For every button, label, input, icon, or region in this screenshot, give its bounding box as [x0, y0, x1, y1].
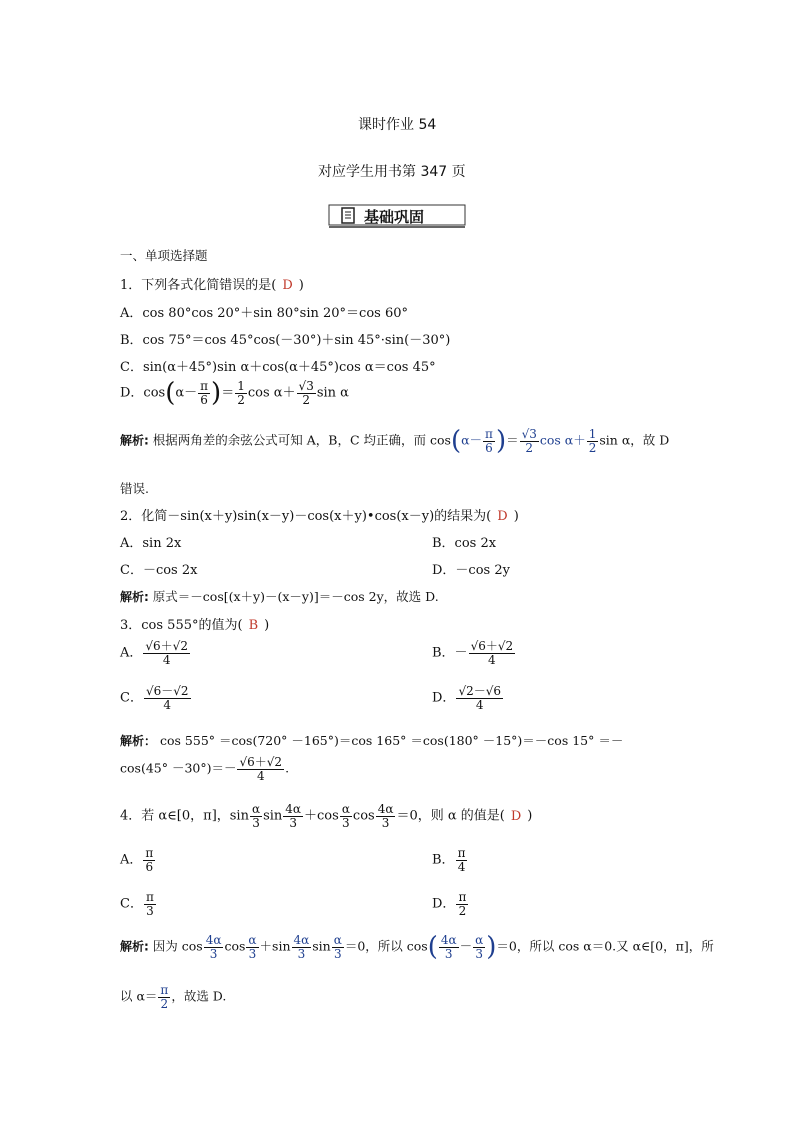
numerator: π [485, 427, 493, 441]
numerator: π [458, 890, 467, 904]
q2-option-d: D．－cos 2y [432, 563, 510, 578]
fraction [283, 803, 303, 829]
denominator: 4 [256, 768, 265, 783]
q1-answer: D [282, 278, 293, 293]
q4-option-b [432, 847, 468, 873]
q4-sol-mid: ＝0，所以 cos [344, 938, 428, 954]
q4-close: ) [527, 808, 533, 824]
denominator: 3 [297, 946, 306, 961]
fraction [246, 934, 258, 960]
q2-stem-text: 2．化简－sin(x＋y)sin(x－y)－cos(x＋y)•cos(x－y)的结果为( [120, 509, 492, 524]
paren-open: ( [450, 426, 462, 457]
q3-sol-end: . [285, 760, 290, 776]
solution-label: 解析: [120, 590, 149, 604]
numerator: π [160, 983, 169, 997]
q4-sol-sin: sin [312, 938, 331, 954]
q1-option-a: A．cos 80°cos 20°＋sin 80°sin 20°＝cos 60° [120, 306, 408, 321]
numerator: π [200, 379, 209, 393]
q1-sol-eq: ＝ [506, 432, 519, 448]
q1-d-a: α－ [175, 385, 198, 401]
paren-open: ( [165, 378, 176, 409]
paren-close: ) [495, 426, 507, 457]
denominator: 3 [333, 946, 342, 961]
paren-open: ( [427, 932, 438, 963]
q4-cos: cos [352, 808, 375, 824]
numerator: 1 [237, 379, 245, 393]
option-label: D． [432, 690, 456, 706]
denominator: 6 [145, 859, 154, 874]
numerator: 4α [440, 933, 457, 947]
numerator: √2－√6 [458, 684, 502, 698]
q2-option-a: A．sin 2x [120, 536, 182, 551]
q3-close: ) [264, 618, 270, 633]
denominator: 4 [488, 652, 496, 667]
section-title: 一、单项选择题 [120, 248, 208, 263]
numerator: 1 [588, 427, 597, 441]
numerator: √6－√2 [145, 684, 189, 698]
numerator: √3 [298, 379, 314, 393]
q1-option-c: C．sin(α＋45°)sin α＋cos(α＋45°)cos α＝cos 45° [120, 360, 436, 375]
denominator: 3 [342, 815, 350, 830]
q4-eq: ＝0，则 α 的值是( [396, 808, 505, 824]
q4-plus-cos: ＋cos [304, 808, 339, 824]
fraction [520, 428, 539, 454]
q2-option-c: C．－cos 2x [120, 563, 198, 578]
banner-label: 基础巩固 [364, 208, 425, 226]
q3-stem-text: 3．cos 555°的值为( [120, 618, 243, 633]
paren-close: ) [486, 932, 497, 963]
question-3-stem [120, 614, 269, 633]
q4-option-d [432, 891, 469, 917]
fraction [158, 984, 170, 1010]
q4-sol-post: ＝0，所以 cos α＝0.又 α∈[0，π]，所 [496, 938, 714, 954]
numerator: α [333, 933, 342, 947]
fraction [483, 428, 495, 454]
q1-d-sin: sin α [316, 385, 349, 401]
question-4-stem [120, 803, 532, 829]
q2-option-b: B．cos 2x [432, 536, 497, 551]
option-label: B．－ [432, 645, 468, 661]
q3-solution [120, 731, 623, 749]
q4-sol-sin: sin [272, 938, 291, 954]
denominator: 2 [588, 440, 597, 455]
numerator: 4α [205, 933, 222, 947]
numerator: √3 [521, 427, 537, 441]
denominator: 3 [444, 946, 453, 961]
numerator: α [251, 802, 261, 816]
q4-sol-minus: － [459, 938, 473, 954]
option-label: C． [120, 690, 143, 706]
numerator: α [341, 802, 350, 816]
q3-solution-cont [120, 756, 289, 782]
fraction [198, 380, 210, 406]
fraction [144, 891, 156, 917]
fraction [340, 803, 352, 829]
denominator: 2 [237, 392, 245, 407]
q2-sol-text: 原式＝－cos[(x＋y)－(x－y)]＝－cos 2y，故选 D. [152, 589, 439, 604]
q4-option-a [120, 847, 156, 873]
fraction [292, 934, 312, 960]
numerator: √6＋√2 [239, 755, 283, 769]
q1-sol-text2: cos α＋ [539, 432, 586, 448]
denominator: 6 [200, 392, 208, 407]
fraction [473, 934, 485, 960]
numerator: π [145, 890, 154, 904]
fraction [332, 934, 344, 960]
q4-sol-pre: 因为 cos [152, 938, 203, 954]
q1-option-d [120, 378, 349, 409]
denominator: 3 [475, 946, 484, 961]
denominator: 2 [160, 996, 169, 1011]
q3-option-b [432, 640, 516, 666]
q1-close: ) [298, 278, 304, 293]
fraction [237, 756, 284, 782]
denominator: 4 [475, 697, 484, 712]
numerator: √6＋√2 [145, 639, 188, 653]
paren-close: ) [211, 378, 222, 409]
q4-sin: sin [263, 808, 283, 824]
denominator: 3 [146, 903, 154, 918]
numerator: π [457, 846, 466, 860]
option-label: A． [120, 852, 143, 868]
numerator: 4α [377, 802, 394, 816]
q1-solution [120, 426, 670, 457]
fraction [456, 847, 468, 873]
q2-close: ) [513, 509, 519, 524]
option-label: C． [120, 896, 143, 912]
option-label: A． [120, 645, 143, 661]
denominator: 3 [252, 815, 260, 830]
fraction [456, 891, 468, 917]
q1-d-eq: ＝ [221, 385, 235, 401]
q4-solution-cont [120, 984, 226, 1010]
q1-sol-text3: sin α，故 D [599, 432, 670, 448]
fraction [297, 380, 316, 406]
denominator: 4 [162, 652, 171, 667]
fraction [250, 803, 262, 829]
solution-label: 解析: [120, 433, 149, 448]
numerator: α [248, 933, 257, 947]
fraction [469, 640, 516, 666]
q2-answer: D [497, 509, 508, 524]
fraction [439, 934, 459, 960]
q1-sol-a: α－ [461, 432, 483, 448]
q1-stem-text: 1．下列各式化简错误的是( [120, 278, 277, 293]
denominator: 3 [209, 946, 218, 961]
q4-sol-line2-post: ，故选 D. [171, 988, 227, 1004]
denominator: 6 [485, 440, 493, 455]
denominator: 3 [381, 815, 390, 830]
fraction [235, 380, 247, 406]
q4-sol-cos: cos [224, 938, 246, 954]
option-label: D． [432, 896, 456, 912]
denominator: 4 [163, 697, 172, 712]
numerator: 4α [285, 802, 302, 816]
numerator: √6＋√2 [470, 639, 514, 653]
denominator: 3 [248, 946, 257, 961]
q3-option-a [120, 640, 191, 666]
denominator: 2 [302, 392, 310, 407]
q3-answer: B [248, 618, 259, 633]
numerator: π [145, 846, 154, 860]
denominator: 2 [458, 903, 467, 918]
q3-sol-line1: cos 555° ＝cos(720° －165°)＝cos 165° ＝cos(180° －15°)＝－cos 15° ＝－ [160, 733, 624, 748]
q1-option-b: B．cos 75°＝cos 45°cos(－30°)＋sin 45°·sin(－30°) [120, 333, 451, 348]
q4-answer: D [510, 808, 522, 824]
q4-solution: 解析: 因为 cos $\frac{4\alpha}{3}$ cos $\frac{\alpha}{3}$ ＋sin $\frac{4\alpha}{3}$ sin $\frac{\alpha}{3}$ ＝0，所以 cos( $\frac{4\alpha}{3}$ － $\frac{\alpha}{3}$ )＝0，所以 cos α＝0.又 α∈[0，π]，所 [120, 932, 714, 963]
question-1-stem [120, 274, 304, 293]
q1-sol-text1: 根据两角差的余弦公式可知 A，B，C 均正确，而 cos [152, 432, 451, 448]
q4-option-c [120, 891, 157, 917]
denominator: 2 [525, 440, 534, 455]
question-2-stem [120, 505, 519, 524]
solution-label: 解析: [120, 939, 149, 954]
fraction [204, 934, 224, 960]
page-title: 课时作业 54 [358, 117, 437, 133]
page-subtitle: 对应学生用书第 347 页 [318, 164, 466, 180]
denominator: 3 [289, 815, 297, 830]
q3-option-c [120, 685, 192, 711]
denominator: 4 [457, 859, 466, 874]
q1-d-cos: cos α＋ [247, 385, 296, 401]
q1-solution-cont: 错误. [120, 481, 149, 496]
fraction [144, 685, 191, 711]
section-banner [328, 202, 466, 228]
q4-stem-pre: 4．若 α∈[0，π]，sin [120, 808, 249, 824]
solution-label: 解析： [120, 734, 157, 748]
q1-d-pre: D．cos [120, 385, 166, 401]
option-label: B． [432, 852, 455, 868]
fraction [143, 847, 155, 873]
numerator: α [475, 933, 484, 947]
q4-sol-line2-pre: 以 α＝ [120, 988, 158, 1004]
fraction [143, 640, 190, 666]
q2-solution [120, 587, 439, 605]
q3-sol-line2: cos(45° －30°)＝－ [120, 760, 237, 776]
numerator: 4α [293, 933, 310, 947]
fraction [456, 685, 503, 711]
fraction [587, 428, 599, 454]
q3-option-d [432, 685, 504, 711]
fraction [376, 803, 396, 829]
